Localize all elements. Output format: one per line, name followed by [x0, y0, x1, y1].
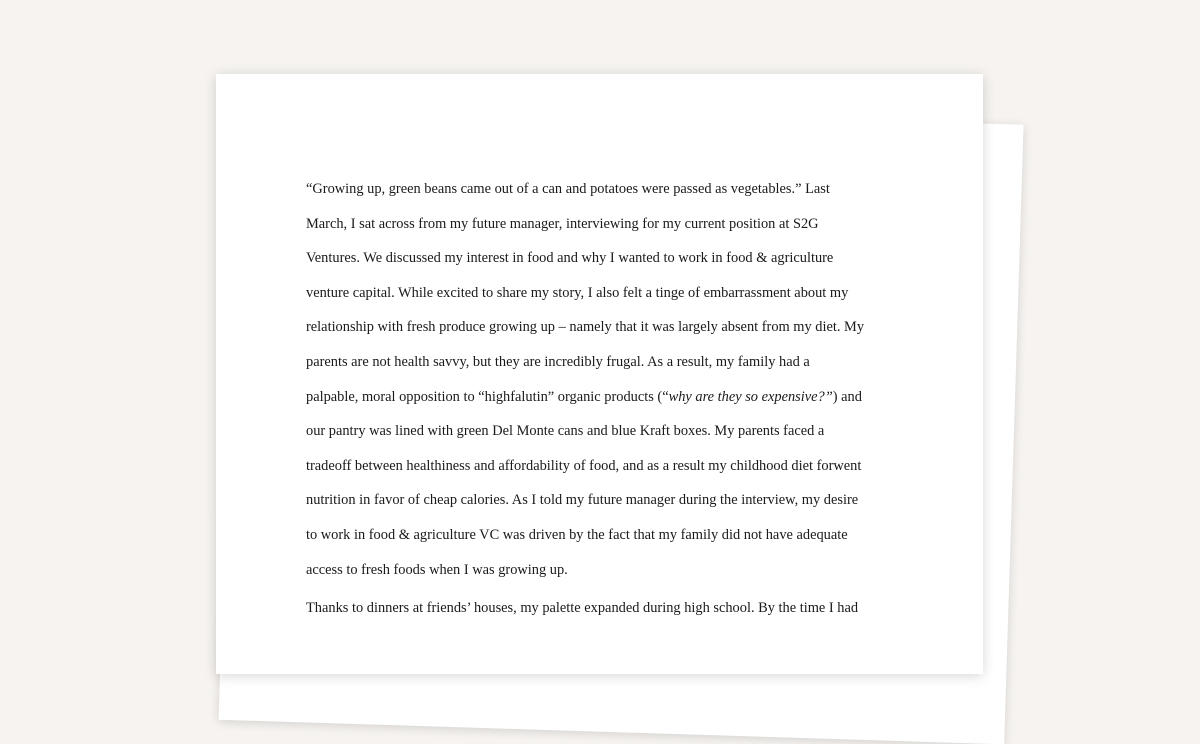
paragraph-2 [306, 591, 906, 626]
text-line: parents are not health savvy, but they are incredibly frugal. As a result, my family had a [306, 353, 810, 370]
text-line: access to fresh foods when I was growing up. [306, 561, 568, 578]
text-line: to work in food & agriculture VC was driven by the fact that my family did not have adequate [306, 526, 848, 543]
italic-text-segment: why are they so expensive?” [668, 388, 833, 405]
document-page [216, 74, 983, 674]
text-line: our pantry was lined with green Del Monte cans and blue Kraft boxes. My parents faced a [306, 423, 825, 440]
essay-body [306, 172, 906, 626]
text-line [306, 380, 906, 415]
text-line: venture capital. While excited to share my story, I also felt a tinge of embarrassment about my [306, 284, 849, 301]
text-line: tradeoff between healthiness and affordability of food, and as a result my childhood diet forwent [306, 457, 862, 474]
text-segment: ) and [832, 388, 862, 405]
text-line: “Growing up, green beans came out of a can and potatoes were passed as vegetables.” Last [306, 181, 830, 197]
text-line: relationship with fresh produce growing up – namely that it was largely absent from my diet. My [306, 319, 865, 336]
text-segment: palpable, moral opposition to “highfalutin” organic products (“ [306, 388, 669, 405]
text-line: nutrition in favor of cheap calories. As I told my future manager during the interview, my desire [306, 492, 859, 509]
text-line: March, I sat across from my future manager, interviewing for my current position at S2G [306, 215, 819, 232]
text-line: Ventures. We discussed my interest in food and why I wanted to work in food & agriculture [306, 250, 834, 267]
text-line: Thanks to dinners at friends’ houses, my palette expanded during high school. By the time I had [306, 600, 859, 617]
paragraph-1 [306, 172, 906, 587]
